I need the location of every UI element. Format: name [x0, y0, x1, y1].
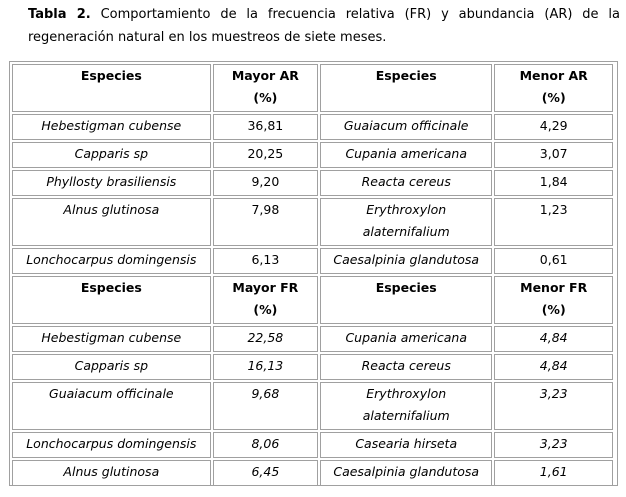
table-row — [12, 432, 613, 458]
value-cell: 3,23 — [494, 432, 613, 458]
header-cell — [213, 276, 318, 324]
header-mayor-fr: Mayor FR — [232, 280, 299, 295]
value-cell: 1,84 — [494, 170, 613, 196]
header-percent: (%) — [541, 90, 566, 105]
header-mayor-ar: Mayor AR — [231, 68, 299, 83]
header-cell: Especies — [12, 64, 211, 112]
species-cell: Lonchocarpus domingensis — [12, 432, 211, 458]
value-cell: 20,25 — [213, 142, 318, 168]
value-cell: 36,81 — [213, 114, 318, 140]
header-cell — [494, 276, 613, 324]
table-row — [12, 460, 613, 486]
species-line: Erythroxylon — [366, 386, 447, 401]
species-cell: Capparis sp — [12, 354, 211, 380]
value-cell: 1,61 — [494, 460, 613, 486]
table-caption-text: Comportamiento de la frecuencia relativa (FR) y abundancia (AR) de la regeneración natural en los muestreos de siete meses. — [28, 7, 620, 45]
table-row — [12, 198, 613, 246]
table-row — [12, 382, 613, 430]
value-cell: 22,58 — [213, 326, 318, 352]
table-row — [12, 248, 613, 274]
species-line: Erythroxylon — [366, 202, 447, 217]
table-row — [12, 114, 613, 140]
species-cell: Cupania americana — [320, 326, 492, 352]
value-cell: 4,84 — [494, 354, 613, 380]
species-cell: Cupania americana — [320, 142, 492, 168]
header-percent: (%) — [253, 302, 278, 317]
species-cell: Capparis sp — [12, 142, 211, 168]
value-cell: 3,07 — [494, 142, 613, 168]
header-cell: Especies — [320, 64, 492, 112]
table-header-ar — [12, 64, 613, 112]
value-cell: 9,20 — [213, 170, 318, 196]
species-cell: Guaiacum officinale — [320, 114, 492, 140]
species-cell: Guaiacum officinale — [12, 382, 211, 430]
header-cell: Especies — [320, 276, 492, 324]
header-cell: Especies — [12, 276, 211, 324]
table-header-fr — [12, 276, 613, 324]
species-cell: Alnus glutinosa — [12, 460, 211, 486]
value-cell: 8,06 — [213, 432, 318, 458]
species-cell: Alnus glutinosa — [12, 198, 211, 246]
value-cell: 4,29 — [494, 114, 613, 140]
value-cell: 6,45 — [213, 460, 318, 486]
species-cell — [320, 382, 492, 430]
species-cell: Hebestigman cubense — [12, 114, 211, 140]
species-cell: Hebestigman cubense — [12, 326, 211, 352]
value-cell: 1,23 — [494, 198, 613, 246]
header-cell — [494, 64, 613, 112]
table-row — [12, 142, 613, 168]
header-cell — [213, 64, 318, 112]
species-line: alaternifalium — [362, 408, 450, 423]
species-cell: Phyllosty brasiliensis — [12, 170, 211, 196]
header-percent: (%) — [253, 90, 278, 105]
header-percent: (%) — [541, 302, 566, 317]
value-cell: 16,13 — [213, 354, 318, 380]
value-cell: 9,68 — [213, 382, 318, 430]
species-cell: Reacta cereus — [320, 354, 492, 380]
value-cell: 4,84 — [494, 326, 613, 352]
table — [10, 62, 615, 488]
value-cell: 7,98 — [213, 198, 318, 246]
table-row — [12, 354, 613, 380]
value-cell: 0,61 — [494, 248, 613, 274]
table-row — [12, 326, 613, 352]
value-cell: 6,13 — [213, 248, 318, 274]
species-cell: Caesalpinia glandutosa — [320, 460, 492, 486]
table-caption-label: Tabla 2. — [28, 7, 91, 22]
species-cell: Reacta cereus — [320, 170, 492, 196]
species-cell: Lonchocarpus domingensis — [12, 248, 211, 274]
header-menor-fr: Menor FR — [520, 280, 588, 295]
header-menor-ar: Menor AR — [519, 68, 588, 83]
data-table — [9, 61, 618, 486]
value-cell: 3,23 — [494, 382, 613, 430]
species-cell: Caesalpinia glandutosa — [320, 248, 492, 274]
table-row — [12, 170, 613, 196]
species-line: alaternifalium — [362, 224, 450, 239]
species-cell: Casearia hirseta — [320, 432, 492, 458]
table-caption — [28, 3, 620, 49]
species-cell — [320, 198, 492, 246]
